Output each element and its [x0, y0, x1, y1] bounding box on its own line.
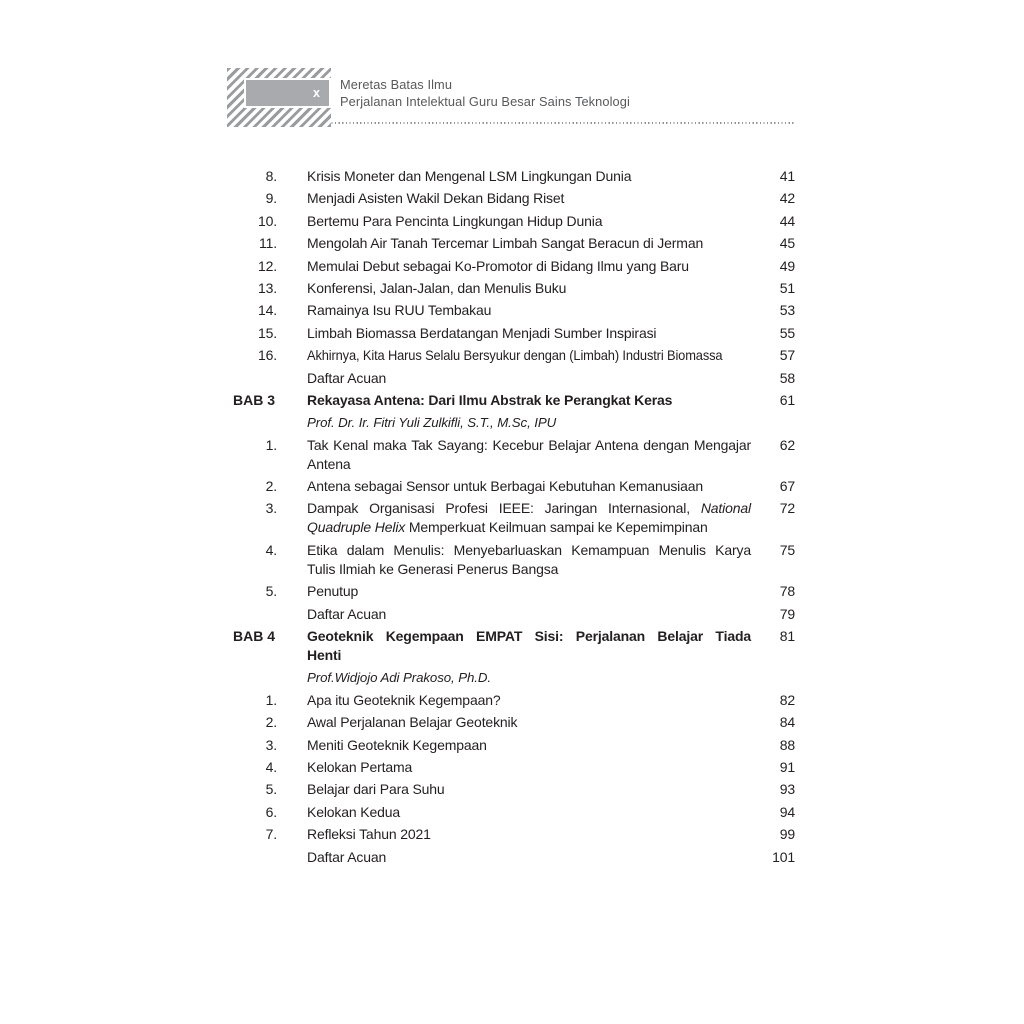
toc-title-text: Refleksi Tahun 2021	[307, 826, 431, 843]
table-of-contents	[233, 167, 795, 870]
toc-title-text: Prof. Dr. Ir. Fitri Yuli Zulkifli, S.T., M.Sc, IPU	[307, 415, 557, 431]
toc-title-line	[307, 212, 751, 231]
toc-title-cell	[307, 324, 751, 343]
toc-title-text: National	[700, 500, 751, 517]
toc-title-line	[307, 455, 751, 474]
toc-item-row	[233, 346, 795, 365]
toc-title-line	[307, 668, 751, 687]
toc-item-row	[233, 234, 795, 253]
toc-page-cell: 72	[779, 500, 795, 517]
toc-item-row	[233, 212, 795, 231]
toc-item-row	[233, 605, 795, 624]
toc-item-number: 11.	[259, 235, 277, 252]
toc-item-row	[233, 189, 795, 208]
toc-title-text: Meniti Geoteknik Kegempaan	[307, 736, 487, 753]
toc-title-cell	[307, 212, 751, 231]
toc-page-cell: 79	[779, 605, 795, 622]
toc-title-cell	[307, 668, 751, 687]
toc-title-cell	[307, 301, 751, 320]
page-number: x	[313, 85, 320, 100]
toc-title-text: Apa itu Geoteknik Kegempaan?	[307, 691, 501, 708]
toc-title-text: Limbah Biomassa Berdatangan Menjadi Sumber Inspirasi	[307, 324, 657, 341]
toc-title-text: Krisis Moneter dan Mengenal LSM Lingkungan Dunia	[307, 168, 632, 184]
toc-item-row	[233, 499, 795, 537]
toc-item-row	[233, 803, 795, 822]
toc-item-number: 9.	[265, 190, 277, 207]
header-title-block	[340, 77, 630, 110]
toc-author-row	[233, 668, 795, 687]
toc-title-text: Dampak Organisasi Profesi IEEE: Jaringan Internasional,	[307, 500, 701, 517]
toc-item-number: 6.	[265, 803, 277, 820]
toc-title-cell	[307, 758, 751, 777]
toc-page-cell: 67	[779, 478, 795, 495]
toc-title-line	[307, 713, 751, 732]
toc-title-cell	[307, 627, 751, 665]
toc-title-text: Daftar Acuan	[307, 369, 387, 386]
toc-item-number: 2.	[265, 714, 277, 731]
book-subtitle: Perjalanan Intelektual Guru Besar Sains Teknologi	[340, 93, 630, 109]
toc-title-line	[307, 848, 751, 867]
toc-title-cell	[307, 369, 751, 388]
toc-title-line	[307, 758, 751, 777]
toc-page-cell: 82	[779, 691, 795, 708]
toc-title-cell	[307, 257, 751, 276]
toc-title-text: Awal Perjalanan Belajar Geoteknik	[307, 714, 518, 731]
toc-title-cell	[307, 346, 751, 365]
toc-item-number: 15.	[257, 324, 277, 341]
toc-chapter-row	[233, 627, 795, 665]
toc-item-number: 12.	[257, 257, 277, 274]
toc-title-line	[307, 301, 751, 320]
toc-item-number: 7.	[265, 826, 277, 843]
toc-page-cell: 75	[779, 541, 795, 558]
toc-item-row	[233, 279, 795, 298]
toc-page-cell: 62	[779, 436, 795, 453]
toc-title-line	[307, 436, 751, 455]
toc-title-cell	[307, 234, 751, 253]
toc-title-cell	[307, 436, 751, 474]
toc-title-text: Daftar Acuan	[307, 848, 387, 865]
toc-item-row	[233, 541, 795, 579]
toc-title-text: Prof.Widjojo Adi Prakoso, Ph.D.	[307, 670, 491, 686]
toc-title-text: Belajar dari Para Suhu	[307, 781, 445, 798]
toc-item-number: 4.	[265, 541, 277, 558]
toc-page-cell: 101	[772, 848, 795, 865]
toc-title-line	[307, 736, 751, 755]
toc-title-cell	[307, 825, 751, 844]
toc-title-text: Tak Kenal maka Tak Sayang: Kecebur Belajar Antena dengan Mengajar	[307, 436, 751, 453]
toc-item-row	[233, 257, 795, 276]
toc-title-line	[307, 279, 751, 298]
toc-title-cell	[307, 848, 751, 867]
toc-page-cell: 49	[779, 257, 795, 274]
toc-title-text: Tulis Ilmiah ke Generasi Penerus Bangsa	[307, 560, 559, 577]
toc-title-text: Penutup	[307, 583, 359, 600]
toc-page-cell: 44	[779, 212, 795, 229]
toc-title-line	[307, 582, 751, 601]
toc-page-cell: 91	[779, 758, 795, 775]
toc-title-cell	[307, 189, 751, 208]
toc-title-line	[307, 560, 751, 579]
toc-title-line	[307, 803, 751, 822]
toc-title-text: Henti	[307, 647, 342, 664]
toc-item-number: 8.	[265, 168, 277, 184]
toc-item-number: 1.	[265, 436, 277, 453]
toc-title-line	[307, 189, 751, 208]
toc-item-number: 13.	[257, 279, 277, 296]
toc-title-text: Akhirnya, Kita Harus Selalu Bersyukur dengan (Limbah) Industri Biomassa	[307, 347, 723, 364]
toc-item-number: 4.	[265, 758, 277, 775]
toc-title-text: Ramainya Isu RUU Tembakau	[307, 302, 492, 319]
toc-title-text: Menjadi Asisten Wakil Dekan Bidang Riset	[307, 190, 565, 207]
toc-title-text: Memulai Debut sebagai Ko-Promotor di Bidang Ilmu yang Baru	[307, 257, 689, 274]
toc-item-row	[233, 324, 795, 343]
toc-item-number: 5.	[265, 583, 277, 600]
toc-title-line	[307, 324, 751, 343]
toc-chapter-row	[233, 391, 795, 410]
toc-title-cell	[307, 736, 751, 755]
toc-title-cell	[307, 605, 751, 624]
toc-title-line	[307, 518, 751, 537]
toc-title-text: Rekayasa Antena: Dari Ilmu Abstrak ke Perangkat Keras	[307, 391, 673, 408]
toc-item-row	[233, 848, 795, 867]
toc-title-line	[307, 691, 751, 710]
page-header	[0, 0, 1024, 140]
toc-item-number: 2.	[265, 478, 277, 495]
toc-page-cell: 61	[779, 391, 795, 408]
toc-title-line	[307, 346, 723, 365]
toc-title-cell	[307, 477, 751, 496]
toc-item-row	[233, 436, 795, 474]
toc-item-number: 3.	[265, 500, 277, 517]
toc-chapter-label: BAB 3	[233, 391, 276, 408]
hatch-pattern	[227, 68, 331, 127]
toc-title-line	[307, 167, 751, 186]
toc-page-cell: 99	[779, 826, 795, 843]
toc-page-cell: 57	[779, 347, 795, 364]
toc-item-row	[233, 780, 795, 799]
toc-title-text: Geoteknik Kegempaan EMPAT Sisi: Perjalanan Belajar Tiada	[307, 628, 751, 645]
toc-item-row	[233, 825, 795, 844]
toc-title-cell	[307, 413, 751, 432]
toc-item-number: 10.	[257, 212, 277, 229]
toc-title-text: Kelokan Kedua	[307, 803, 401, 820]
toc-title-line	[307, 391, 751, 410]
toc-title-text: Etika dalam Menulis: Menyebarluaskan Kemampuan Menulis Karya	[307, 541, 751, 558]
toc-page-cell: 84	[779, 714, 795, 731]
toc-title-text: Konferensi, Jalan-Jalan, dan Menulis Buku	[307, 279, 567, 296]
toc-title-line	[307, 369, 751, 388]
toc-title-line	[307, 627, 751, 646]
toc-title-text: Quadruple Helix	[307, 519, 406, 536]
toc-title-line	[307, 477, 751, 496]
toc-item-row	[233, 758, 795, 777]
toc-title-cell	[307, 391, 751, 410]
toc-item-number: 14.	[257, 302, 277, 319]
toc-page-cell: 42	[779, 190, 795, 207]
toc-title-line	[307, 234, 751, 253]
toc-title-cell	[307, 541, 751, 579]
toc-title-line	[307, 780, 751, 799]
toc-title-line	[307, 541, 751, 560]
toc-title-text: Kelokan Pertama	[307, 758, 413, 775]
toc-title-text: Antena	[307, 455, 351, 472]
toc-item-row	[233, 582, 795, 601]
toc-chapter-label: BAB 4	[233, 628, 276, 645]
toc-title-cell	[307, 279, 751, 298]
toc-item-number: 5.	[265, 781, 277, 798]
toc-title-cell	[307, 803, 751, 822]
toc-title-line	[307, 257, 751, 276]
toc-item-number: 3.	[265, 736, 277, 753]
toc-page-cell: 81	[779, 628, 795, 645]
toc-item-row	[233, 691, 795, 710]
toc-author-row	[233, 413, 795, 432]
toc-page-cell: 94	[779, 803, 795, 820]
toc-title-line	[307, 646, 751, 665]
toc-item-row	[233, 736, 795, 755]
toc-page-cell: 88	[779, 736, 795, 753]
toc-item-row	[233, 301, 795, 320]
toc-title-text: Mengolah Air Tanah Tercemar Limbah Sangat Beracun di Jerman	[307, 235, 704, 252]
toc-item-number: 1.	[265, 691, 277, 708]
toc-page-cell: 45	[779, 235, 795, 252]
toc-item-row	[233, 167, 795, 186]
toc-title-line	[307, 499, 751, 518]
toc-title-line	[307, 825, 751, 844]
toc-item-row	[233, 713, 795, 732]
toc-title-text: Antena sebagai Sensor untuk Berbagai Kebutuhan Kemanusiaan	[307, 478, 704, 495]
toc-title-line	[307, 605, 751, 624]
toc-page-cell: 78	[779, 583, 795, 600]
toc-page-cell: 55	[779, 324, 795, 341]
toc-item-number: 16.	[257, 347, 277, 364]
toc-page-cell: 51	[779, 279, 795, 296]
toc-title-line	[307, 413, 751, 432]
toc-title-cell	[307, 713, 751, 732]
toc-title-cell	[307, 167, 751, 186]
toc-item-row	[233, 369, 795, 388]
toc-page-cell: 93	[779, 781, 795, 798]
toc-title-text: Bertemu Para Pencinta Lingkungan Hidup Dunia	[307, 212, 603, 229]
book-title: Meretas Batas Ilmu	[340, 77, 453, 92]
toc-title-cell	[307, 582, 751, 601]
toc-title-cell	[307, 691, 751, 710]
toc-title-cell	[307, 499, 751, 537]
toc-title-text: Daftar Acuan	[307, 605, 387, 622]
toc-page-cell: 58	[779, 369, 795, 386]
toc-page-cell: 41	[779, 168, 795, 184]
toc-title-cell	[307, 780, 751, 799]
toc-title-text: Memperkuat Keilmuan sampai ke Kepemimpinan	[405, 519, 708, 536]
toc-page-cell: 53	[779, 302, 795, 319]
page-number-bar	[246, 80, 329, 106]
toc-item-row	[233, 477, 795, 496]
